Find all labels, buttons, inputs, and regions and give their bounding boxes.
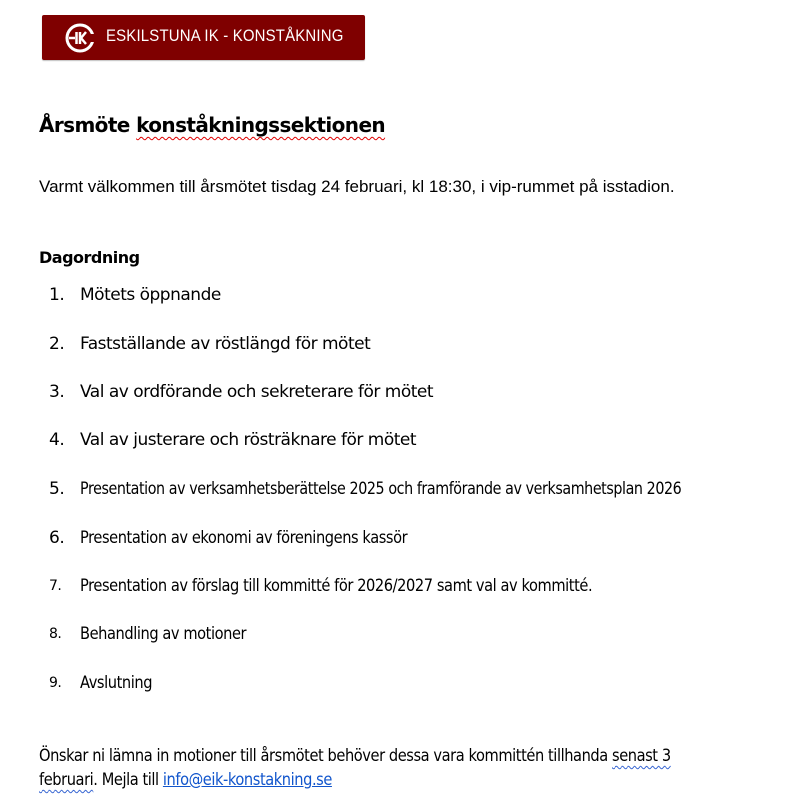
email-link[interactable]: info@eik-konstakning.se	[162, 770, 332, 790]
footer-text: . Mejla till	[93, 770, 163, 790]
footer-text: Önskar ni lämna in motioner till årsmötet behöver dessa vara kommittén tillhanda	[39, 746, 613, 766]
welcome-text: Varmt välkommen till årsmötet tisdag 24 februari, kl 18:30, i vip-rummet på isstadion.	[39, 177, 675, 196]
footer-line-1	[39, 744, 671, 768]
footer-line-2	[39, 768, 671, 792]
agenda-text: Val av justerare och rösträknare för mötet	[80, 430, 417, 450]
agenda-text: Val av ordförande och sekreterare för mötet	[80, 382, 434, 402]
agenda-number: 9.	[49, 675, 62, 691]
agenda-number: 5.	[49, 479, 65, 499]
agenda-number: 8.	[49, 626, 62, 642]
agenda-number: 7.	[49, 578, 62, 594]
footer-note	[39, 744, 774, 792]
footer-flagged-text: senast 3	[612, 746, 671, 766]
agenda-heading: Dagordning	[39, 248, 140, 267]
club-banner	[42, 15, 365, 60]
banner-title: ESKILSTUNA IK - KONSTÅKNING	[106, 26, 344, 45]
agenda-text: Avslutning	[80, 673, 153, 693]
agenda-text: Behandling av motioner	[80, 624, 247, 644]
agenda-text: Fastställande av röstlängd för mötet	[80, 334, 371, 354]
club-logo-icon	[64, 22, 96, 54]
agenda-text: Mötets öppnande	[80, 285, 221, 305]
title-part-1: Årsmöte	[39, 113, 137, 137]
agenda-text: Presentation av verksamhetsberättelse 2025 och framförande av verksamhetsplan 2026	[80, 479, 682, 499]
agenda-number: 4.	[49, 430, 65, 450]
agenda-number: 2.	[49, 334, 65, 354]
document-title	[39, 113, 385, 137]
footer-flagged-text: februari	[39, 770, 94, 790]
agenda-number: 1.	[49, 285, 65, 305]
agenda-number: 3.	[49, 382, 65, 402]
agenda-number: 6.	[49, 528, 65, 548]
agenda-text: Presentation av ekonomi av föreningens kassör	[80, 528, 408, 548]
title-part-2-spellcheck: konståkningssektionen	[136, 113, 386, 137]
agenda-text: Presentation av förslag till kommitté för 2026/2027 samt val av kommitté.	[80, 576, 593, 596]
